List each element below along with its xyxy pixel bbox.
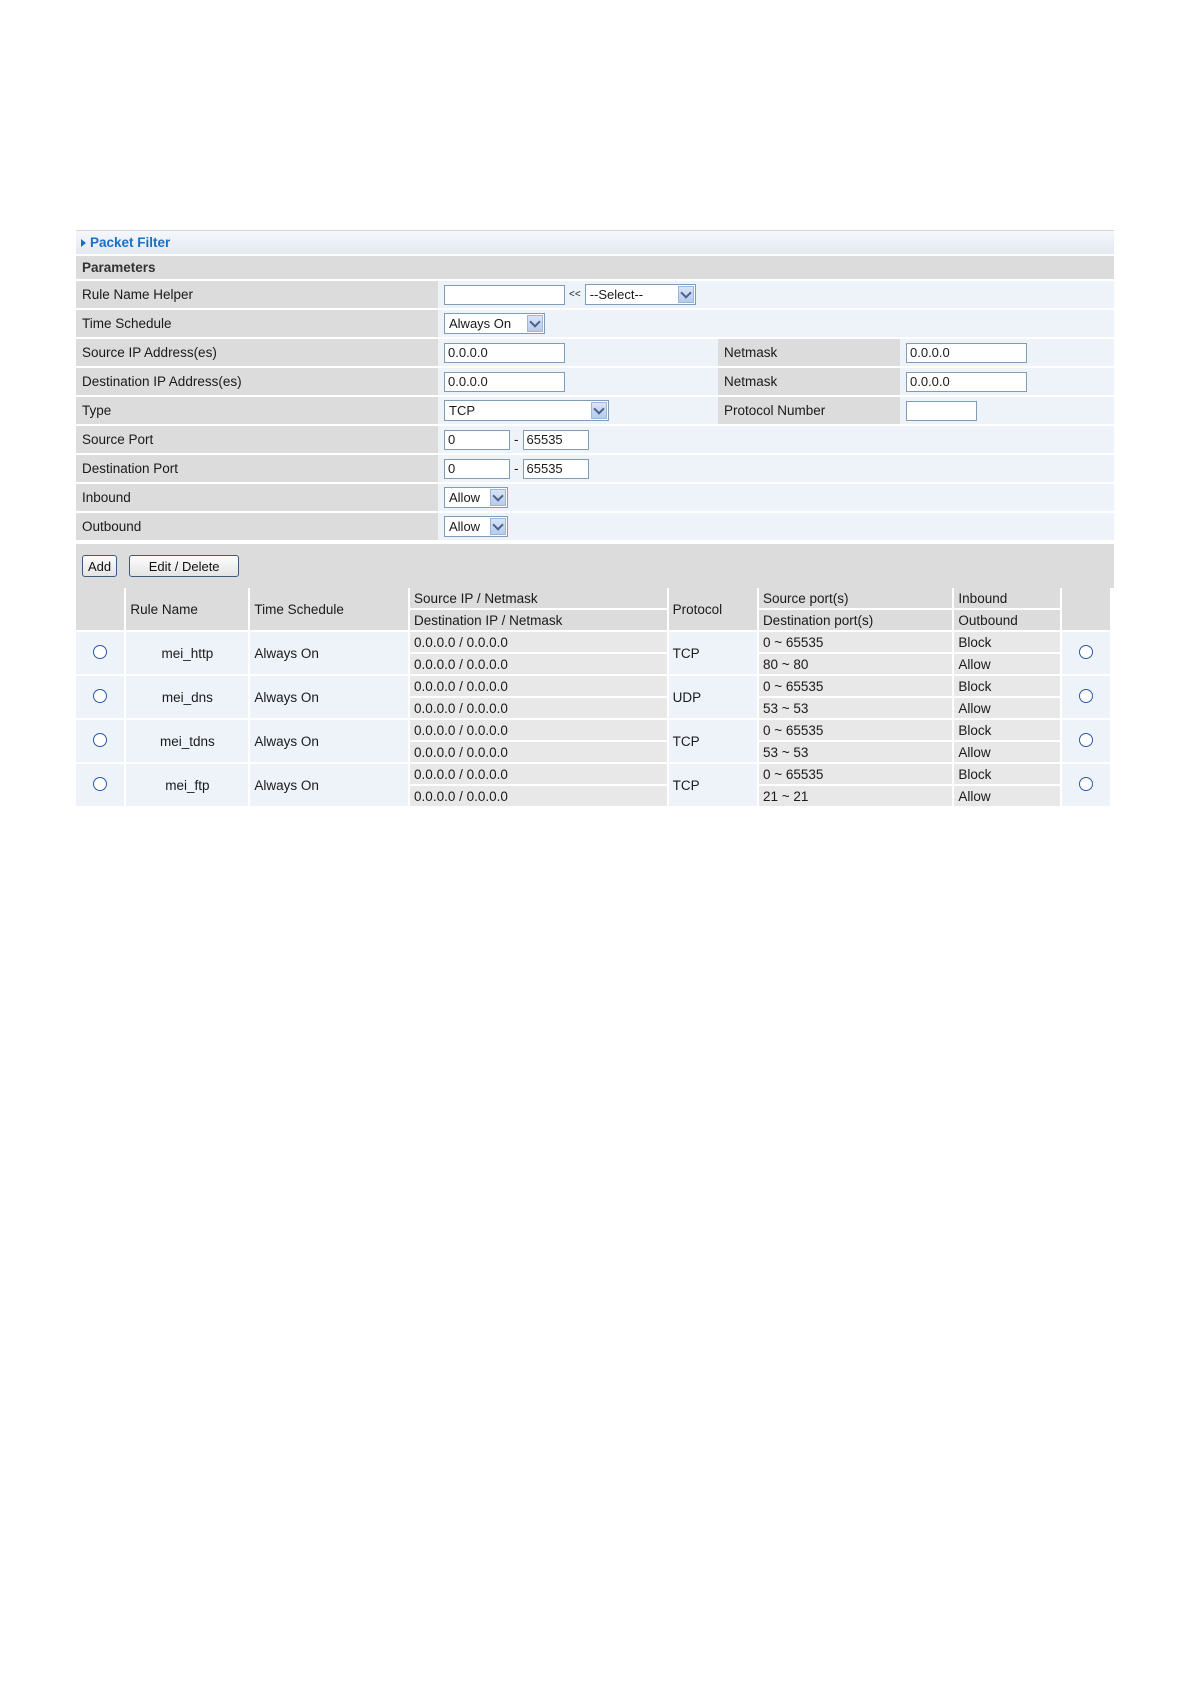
inbound-row: [76, 484, 1114, 511]
row-select-radio-right[interactable]: [1079, 645, 1093, 659]
table-row: [76, 632, 1110, 654]
source-ip-cell: 0.0.0.0 / 0.0.0.0: [410, 720, 667, 742]
destination-ip-cell: 0.0.0.0 / 0.0.0.0: [410, 654, 667, 676]
type-row: [76, 397, 1114, 424]
source-port-from-input[interactable]: [444, 430, 510, 450]
type-select[interactable]: TCP: [444, 400, 609, 421]
source-ip-cell: 0.0.0.0 / 0.0.0.0: [410, 764, 667, 786]
rules-table: [74, 588, 1112, 808]
destination-ip-label: Destination IP Address(es): [76, 368, 438, 395]
caret-right-icon: [81, 239, 86, 247]
header-rule-name: Rule Name: [126, 588, 248, 632]
protocol-cell: TCP: [669, 764, 757, 808]
protocol-cell: TCP: [669, 632, 757, 676]
source-port-label: Source Port: [76, 426, 438, 453]
packet-filter-panel: [76, 230, 1114, 808]
table-row: [76, 720, 1110, 742]
source-ip-row: [76, 339, 1114, 366]
header-protocol: Protocol: [669, 588, 757, 632]
rule-name-row: [76, 281, 1114, 308]
header-source-port: Source port(s): [759, 588, 952, 610]
source-ip-label: Source IP Address(es): [76, 339, 438, 366]
rule-name-cell: mei_dns: [126, 676, 248, 720]
table-row: [76, 764, 1110, 786]
schedule-cell: Always On: [250, 676, 408, 720]
parameters-form: [76, 279, 1114, 542]
chevron-down-icon: [490, 518, 506, 535]
inbound-cell: Block: [954, 632, 1059, 654]
helper-arrow: <<: [569, 289, 581, 300]
destination-netmask-label: Netmask: [718, 368, 900, 395]
protocol-cell: TCP: [669, 720, 757, 764]
chevron-down-icon: [678, 286, 694, 303]
row-select-radio-left[interactable]: [93, 777, 107, 791]
header-time-schedule: Time Schedule: [250, 588, 408, 632]
table-row: [76, 676, 1110, 698]
type-label: Type: [76, 397, 438, 424]
source-ip-input[interactable]: [444, 343, 565, 363]
destination-port-to-input[interactable]: [523, 459, 589, 479]
chevron-down-icon: [527, 315, 543, 332]
parameters-heading: Parameters: [76, 256, 1114, 279]
schedule-cell: Always On: [250, 764, 408, 808]
time-schedule-row: [76, 310, 1114, 337]
source-port-cell: 0 ~ 65535: [759, 764, 952, 786]
destination-ip-row: [76, 368, 1114, 395]
header-inbound: Inbound: [954, 588, 1059, 610]
header-outbound: Outbound: [954, 610, 1059, 632]
inbound-label: Inbound: [76, 484, 438, 511]
rule-name-cell: mei_http: [126, 632, 248, 676]
source-port-cell: 0 ~ 65535: [759, 676, 952, 698]
source-port-row: Source Port 0 - 65535: [76, 426, 1114, 453]
destination-ip-cell: 0.0.0.0 / 0.0.0.0: [410, 786, 667, 808]
rule-name-input[interactable]: [444, 285, 565, 305]
inbound-cell: Block: [954, 764, 1059, 786]
rule-name-cell: mei_ftp: [126, 764, 248, 808]
source-port-to-input[interactable]: [523, 430, 589, 450]
rule-name-label: Rule Name Helper: [76, 281, 438, 308]
source-netmask-input[interactable]: [906, 343, 1027, 363]
edit-delete-button[interactable]: Edit / Delete: [129, 555, 239, 577]
inbound-cell: Block: [954, 720, 1059, 742]
protocol-number-input[interactable]: [906, 401, 977, 421]
inbound-cell: Block: [954, 676, 1059, 698]
destination-ip-input[interactable]: [444, 372, 565, 392]
destination-ip-cell: 0.0.0.0 / 0.0.0.0: [410, 698, 667, 720]
add-button[interactable]: Add: [82, 555, 117, 577]
panel-title-bar: [76, 230, 1114, 254]
row-select-radio-right[interactable]: [1079, 689, 1093, 703]
outbound-label: Outbound: [76, 513, 438, 540]
source-ip-cell: 0.0.0.0 / 0.0.0.0: [410, 676, 667, 698]
destination-port-row: Destination Port 0 - 65535: [76, 455, 1114, 482]
header-source-ip: Source IP / Netmask: [410, 588, 667, 610]
destination-port-from-input[interactable]: [444, 459, 510, 479]
chevron-down-icon: [490, 489, 506, 506]
header-destination-ip: Destination IP / Netmask: [410, 610, 667, 632]
destination-ip-cell: 0.0.0.0 / 0.0.0.0: [410, 742, 667, 764]
destination-port-label: Destination Port: [76, 455, 438, 482]
protocol-cell: UDP: [669, 676, 757, 720]
source-ip-cell: 0.0.0.0 / 0.0.0.0: [410, 632, 667, 654]
table-header-row: [76, 588, 1110, 610]
destination-port-cell: 21 ~ 21: [759, 786, 952, 808]
destination-netmask-input[interactable]: [906, 372, 1027, 392]
destination-port-cell: 53 ~ 53: [759, 698, 952, 720]
schedule-cell: Always On: [250, 632, 408, 676]
destination-port-cell: 80 ~ 80: [759, 654, 952, 676]
outbound-cell: Allow: [954, 654, 1059, 676]
destination-port-cell: 53 ~ 53: [759, 742, 952, 764]
row-select-radio-right[interactable]: [1079, 777, 1093, 791]
outbound-cell: Allow: [954, 742, 1059, 764]
row-select-radio-left[interactable]: [93, 733, 107, 747]
inbound-select[interactable]: Allow: [444, 487, 508, 508]
action-bar: [76, 544, 1114, 588]
outbound-cell: Allow: [954, 698, 1059, 720]
row-select-radio-right[interactable]: [1079, 733, 1093, 747]
header-destination-port: Destination port(s): [759, 610, 952, 632]
time-schedule-label: Time Schedule: [76, 310, 438, 337]
row-select-radio-left[interactable]: [93, 645, 107, 659]
outbound-cell: Allow: [954, 786, 1059, 808]
row-select-radio-left[interactable]: [93, 689, 107, 703]
panel-title: Packet Filter: [90, 235, 171, 250]
outbound-row: [76, 513, 1114, 540]
source-port-cell: 0 ~ 65535: [759, 632, 952, 654]
helper-select[interactable]: --Select--: [585, 284, 696, 305]
source-netmask-label: Netmask: [718, 339, 900, 366]
source-port-cell: 0 ~ 65535: [759, 720, 952, 742]
rule-name-cell: mei_tdns: [126, 720, 248, 764]
protocol-number-label: Protocol Number: [718, 397, 900, 424]
time-schedule-select[interactable]: Always On: [444, 313, 545, 334]
outbound-select[interactable]: Allow: [444, 516, 508, 537]
chevron-down-icon: [591, 402, 607, 419]
schedule-cell: Always On: [250, 720, 408, 764]
